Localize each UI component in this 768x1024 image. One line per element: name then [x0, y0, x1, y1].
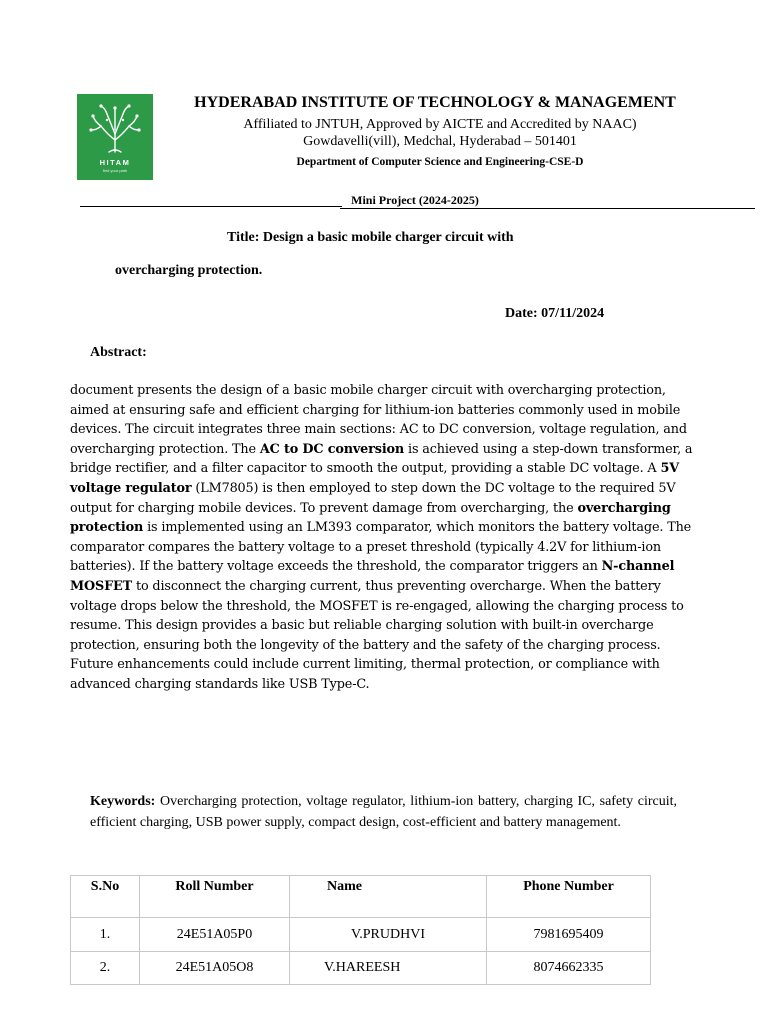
abstract-emphasis: AC to DC conversion	[259, 441, 405, 457]
table-header-row	[71, 876, 651, 918]
column-header: S.No	[71, 876, 140, 918]
cell-phone: 7981695409	[487, 918, 651, 952]
abstract-emphasis: overcharging protection	[70, 500, 671, 536]
header-divider	[340, 208, 755, 209]
team-table	[70, 875, 651, 985]
cell-phone: 8074662335	[487, 952, 651, 985]
abstract-body	[70, 381, 700, 695]
keywords-text: Overcharging protection, voltage regulator, lithium-ion battery, charging IC, safety circuit, efficient charging, USB power supply, compact design, cost-efficient and battery management.	[90, 794, 677, 830]
address-line: Gowdavelli(vill), Medchal, Hyderabad – 501401	[303, 134, 577, 149]
table-row	[71, 918, 651, 952]
cell-sno: 1.	[71, 918, 140, 952]
project-title-line1: Title: Design a basic mobile charger circuit with	[227, 230, 514, 245]
column-header: Phone Number	[487, 876, 651, 918]
submission-date: Date: 07/11/2024	[505, 306, 605, 321]
department-name: Department of Computer Science and Engineering-CSE-D	[296, 156, 584, 168]
abstract-text: is implemented using an LM393 comparator, which monitors the battery voltage. The comparator compares the battery voltage to a preset threshold (typically 4.2V for lithium-ion batteries). If the battery voltage exceeds the threshold, the comparator triggers an	[70, 520, 692, 575]
cell-roll-number: 24E51A05P0	[140, 918, 290, 952]
abstract-text: (LM7805) is then employed to step down the DC voltage to the required 5V output for charging mobile devices. To prevent damage from overcharging, the	[70, 480, 676, 516]
project-title-line2: overcharging protection.	[115, 263, 263, 278]
affiliation-line: Affiliated to JNTUH, Approved by AICTE and Accredited by NAAC)	[243, 117, 637, 132]
logo-brand: HITAM	[99, 158, 131, 167]
abstract-text: is achieved using a step-down transformer, a bridge rectifier, and a filter capacitor to smooth the output, providing a stable DC voltage. A	[70, 441, 693, 477]
tree-logo-icon	[77, 94, 153, 180]
abstract-emphasis: 5V voltage regulator	[70, 461, 679, 496]
cell-name: V.PRUDHVI	[290, 918, 487, 952]
table-row	[71, 952, 651, 985]
abstract-heading: Abstract:	[90, 345, 147, 360]
hitam-logo	[77, 94, 153, 180]
logo-tagline: find your path	[102, 168, 128, 173]
abstract-text: to disconnect the charging current, thus preventing overcharge. When the battery voltage drops below the threshold, the MOSFET is re-engaged, allowing the charging process to resume. This design provides a basic but reliable charging solution with built-in overcharge protection, ensuring both the longevity of the battery and the safety of the charging process. Future enhancements could include current limiting, thermal protection, or compliance with advanced charging standards like USB Type-C.	[70, 578, 684, 692]
cell-name: V.HAREESH	[290, 952, 487, 985]
keywords-paragraph	[90, 792, 677, 833]
abstract-text: document presents the design of a basic mobile charger circuit with overcharging protection, aimed at ensuring safe and efficient charging for lithium-ion batteries commonly used in mobile devices. The circuit integrates three main sections: AC to DC conversion, voltage regulation, and overcharging protection. The	[70, 383, 687, 457]
abstract-emphasis: N-channel MOSFET	[70, 559, 675, 594]
affiliation-block	[150, 116, 730, 150]
mini-project-label: Mini Project (2024-2025)	[351, 193, 479, 207]
column-header: Name	[290, 876, 487, 918]
cell-roll-number: 24E51A05O8	[140, 952, 290, 985]
cell-sno: 2.	[71, 952, 140, 985]
header-divider	[80, 206, 342, 207]
institution-name: HYDERABAD INSTITUTE OF TECHNOLOGY & MANAGEMENT	[194, 94, 676, 111]
column-header: Roll Number	[140, 876, 290, 918]
keywords-label: Keywords:	[90, 794, 156, 809]
